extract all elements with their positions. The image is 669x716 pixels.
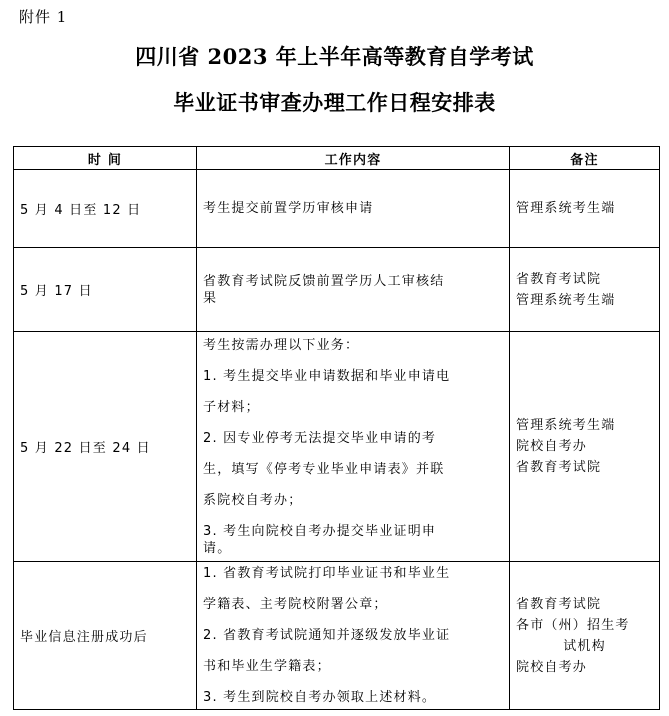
header-note: 备注 — [510, 147, 660, 170]
note-line: 省教育考试院 — [516, 596, 602, 612]
content-line: 3. 考生向院校自考办提交毕业证明申 — [203, 523, 437, 539]
row-time: 5 月 17 日 — [14, 248, 197, 332]
document-title-line2: 毕业证书审查办理工作日程安排表 — [173, 90, 496, 115]
table-row — [14, 170, 660, 248]
content-line: 考生提交前置学历审核申请 — [203, 201, 374, 216]
header-time: 时 间 — [14, 147, 197, 170]
note-line: 试机构 — [563, 638, 606, 654]
content-line: 1. 考生提交毕业申请数据和毕业申请电 — [203, 368, 451, 384]
note-line: 院校自考办 — [516, 659, 588, 675]
row-note — [510, 170, 660, 248]
row-note — [510, 248, 660, 332]
row-note — [510, 562, 660, 710]
table-row — [14, 332, 660, 562]
content-line: 书和毕业生学籍表； — [203, 659, 331, 674]
content-line: 请。 — [203, 540, 232, 556]
content-line: 生，填写《停考专业毕业申请表》并联 — [203, 461, 445, 477]
content-line: 系院校自考办； — [203, 492, 303, 508]
header-content: 工作内容 — [197, 147, 510, 170]
content-line: 2. 因专业停考无法提交毕业申请的考 — [203, 430, 437, 446]
content-line: 1. 省教育考试院打印毕业证书和毕业生 — [203, 566, 451, 581]
row-note — [510, 332, 660, 562]
content-line: 3. 考生到院校自考办领取上述材料。 — [203, 690, 437, 705]
content-line: 果 — [203, 290, 218, 306]
table-header-row — [14, 147, 660, 170]
note-line: 省教育考试院 — [516, 271, 602, 287]
row-content — [197, 332, 510, 562]
row-time: 毕业信息注册成功后 — [14, 562, 197, 710]
content-line: 2. 省教育考试院通知并逐级发放毕业证 — [203, 628, 451, 643]
note-line: 管理系统考生端 — [516, 292, 616, 308]
note-line: 管理系统考生端 — [516, 201, 616, 216]
content-line: 省教育考试院反馈前置学历人工审核结 — [203, 273, 445, 289]
row-time: 5 月 22 日至 24 日 — [14, 332, 197, 562]
row-content — [197, 170, 510, 248]
schedule-table — [13, 146, 660, 710]
content-line: 考生按需办理以下业务： — [203, 337, 360, 353]
row-content — [197, 248, 510, 332]
row-content — [197, 562, 510, 710]
attachment-label: 附件 1 — [19, 8, 68, 26]
table-row — [14, 562, 660, 710]
content-line: 子材料； — [203, 399, 260, 415]
note-line: 各市（州）招生考 — [516, 617, 630, 633]
content-line: 学籍表、主考院校附署公章； — [203, 597, 388, 612]
document-title-line1: 四川省 2023 年上半年高等教育自学考试 — [135, 44, 534, 69]
note-line: 管理系统考生端 — [516, 418, 616, 433]
table-row — [14, 248, 660, 332]
note-line: 省教育考试院 — [516, 460, 602, 475]
note-line: 院校自考办 — [516, 439, 588, 454]
row-time: 5 月 4 日至 12 日 — [14, 170, 197, 248]
